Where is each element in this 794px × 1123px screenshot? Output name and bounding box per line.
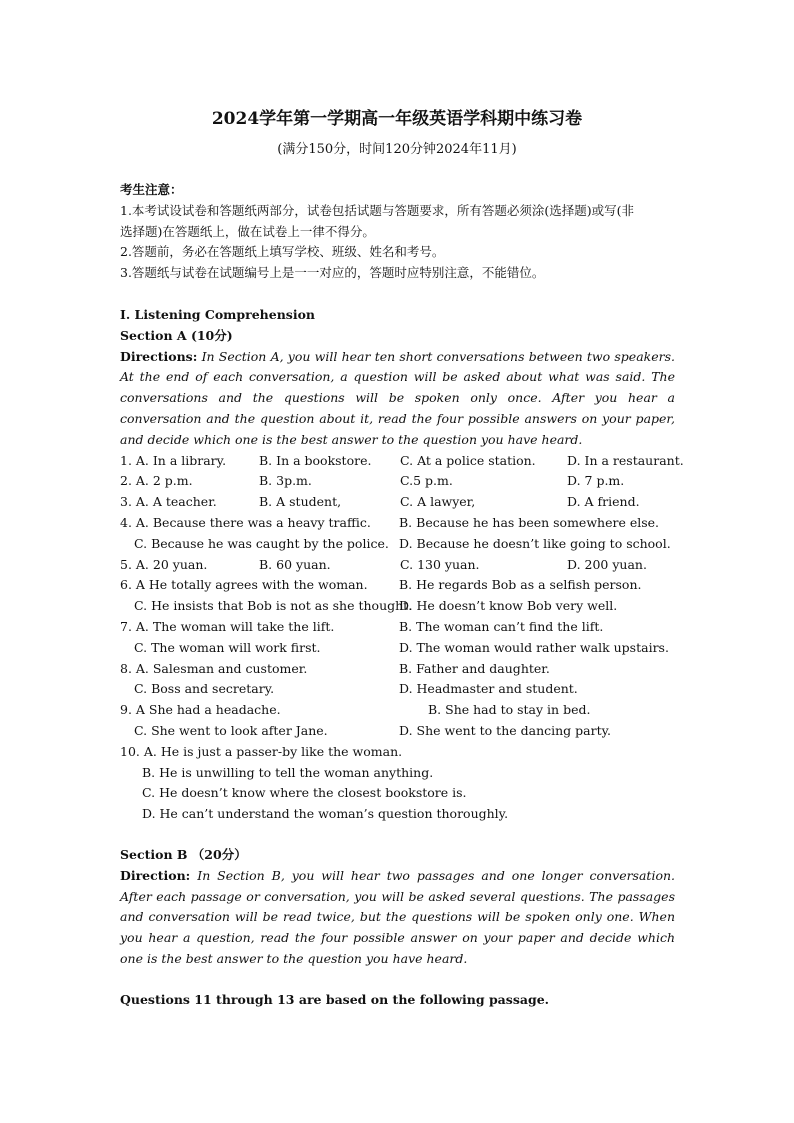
notice-line-1b: 选择题)在答题纸上，做在试卷上一律不得分。 bbox=[120, 223, 375, 239]
question-6-row-1 bbox=[120, 575, 675, 596]
q4-option-b: B. Because he has been somewhere else. bbox=[399, 514, 660, 530]
notice-heading: 考生注意： bbox=[120, 182, 183, 197]
question-9-row-2 bbox=[120, 721, 675, 742]
q2-option-b: B. 3p.m. bbox=[259, 473, 312, 489]
question-3 bbox=[120, 492, 675, 513]
q6-option-d: D. He doesn’t know Bob very well. bbox=[399, 598, 618, 614]
question-7-row-2 bbox=[120, 638, 675, 659]
q8-option-c: C. Boss and secretary. bbox=[134, 681, 275, 697]
q10-option-b: B. He is unwilling to tell the woman anything. bbox=[142, 764, 434, 780]
q2-option-c: C.5 p.m. bbox=[400, 473, 453, 489]
directions-text: In Section A, you will hear ten short conversations between two speakers. At the end of each conversation, a question will be asked about what was said. The conversations and the questions will be spoken only once. After you hear a conversation and the question about it, read the four possible answers on your paper, and decide which one is the best answer to the question you have heard. bbox=[120, 348, 675, 447]
q4-option-c: C. Because he was caught by the police. bbox=[134, 535, 389, 551]
question-8-row-2 bbox=[120, 679, 675, 700]
section-b-directions-text: In Section B, you will hear two passages and one longer conversation. After each passage or conversation, you will be asked several questions. The passages and conversation will be read twice, but the questions will be spoken only one. When you hear a question, read the four possible answer on your paper and decide which one is the best answer to the question you have heard. bbox=[120, 867, 675, 966]
q1-option-d: D. In a restaurant. bbox=[567, 452, 684, 468]
question-7-row-1 bbox=[120, 617, 675, 638]
section-b bbox=[120, 845, 675, 1011]
section-a-directions bbox=[120, 347, 675, 451]
question-4-row-1 bbox=[120, 513, 675, 534]
q5-option-a: 5. A. 20 yuan. bbox=[120, 556, 208, 572]
section-b-directions bbox=[120, 866, 675, 970]
q7-option-a: 7. A. The woman will take the lift. bbox=[120, 618, 335, 634]
notice-line-2: 2.答题前，务必在答题纸上填写学校、班级、姓名和考号。 bbox=[120, 244, 445, 260]
q2-option-a: 2. A. 2 p.m. bbox=[120, 473, 193, 489]
exam-subtitle: (满分150分，时间120分钟2024年11月) bbox=[277, 142, 517, 157]
q1-option-c: C. At a police station. bbox=[400, 452, 536, 468]
q7-option-b: B. The woman can’t find the lift. bbox=[399, 618, 604, 634]
question-10-option-d-row bbox=[120, 804, 675, 825]
section-b-directions-label: Direction: bbox=[120, 867, 191, 883]
q5-option-b: B. 60 yuan. bbox=[259, 556, 331, 572]
q10-option-a: 10. A. He is just a passer-by like the woman. bbox=[120, 743, 403, 759]
question-10-option-c-row bbox=[120, 783, 675, 804]
question-2 bbox=[120, 471, 675, 492]
q2-option-d: D. 7 p.m. bbox=[567, 473, 625, 489]
question-6-row-2 bbox=[120, 596, 675, 617]
section-b-heading: Section B （20分） bbox=[120, 847, 247, 862]
question-8-row-1 bbox=[120, 659, 675, 680]
exam-title: 2024学年第一学期高一年级英语学科期中练习卷 bbox=[211, 109, 583, 129]
notice-block bbox=[120, 180, 675, 284]
q3-option-d: D. A friend. bbox=[567, 494, 640, 510]
q9-option-b: B. She had to stay in bed. bbox=[428, 702, 591, 718]
q6-option-b: B. He regards Bob as a selfish person. bbox=[399, 577, 642, 593]
q1-option-a: 1. A. In a library. bbox=[120, 452, 227, 468]
q3-option-b: B. A student, bbox=[259, 494, 342, 510]
listening-section bbox=[120, 305, 684, 825]
q8-option-a: 8. A. Salesman and customer. bbox=[120, 660, 308, 676]
q4-option-d: D. Because he doesn’t like going to school. bbox=[399, 535, 671, 551]
q7-option-c: C. The woman will work first. bbox=[134, 639, 321, 655]
q6-option-a: 6. A He totally agrees with the woman. bbox=[120, 577, 368, 593]
q7-option-d: D. The woman would rather walk upstairs. bbox=[399, 639, 669, 655]
q10-option-c: C. He doesn’t know where the closest bookstore is. bbox=[142, 785, 467, 801]
spacer bbox=[120, 970, 675, 990]
question-10-option-b-row bbox=[120, 763, 675, 784]
q9-option-d: D. She went to the dancing party. bbox=[399, 722, 611, 738]
q5-option-d: D. 200 yuan. bbox=[567, 556, 647, 572]
notice-line-3: 3.答题纸与试卷在试题编号上是一一对应的，答题时应特别注意，不能错位。 bbox=[120, 265, 545, 281]
q8-option-d: D. Headmaster and student. bbox=[399, 681, 578, 697]
question-10-option-a-row bbox=[120, 742, 675, 763]
q9-option-a: 9. A She had a headache. bbox=[120, 702, 281, 718]
directions-label: Directions: bbox=[120, 348, 198, 364]
q3-option-c: C. A lawyer, bbox=[400, 494, 476, 510]
q6-option-c: C. He insists that Bob is not as she thought. bbox=[134, 598, 413, 614]
part-heading: I. Listening Comprehension bbox=[120, 307, 316, 322]
question-4-row-2 bbox=[120, 534, 675, 555]
q10-option-d: D. He can’t understand the woman’s question thoroughly. bbox=[142, 806, 509, 822]
question-1 bbox=[120, 451, 684, 472]
q4-option-a: 4. A. Because there was a heavy traffic. bbox=[120, 514, 371, 530]
question-9-row-1 bbox=[120, 700, 675, 721]
q9-option-c: C. She went to look after Jane. bbox=[134, 722, 328, 738]
section-a-heading: Section A (10分) bbox=[120, 327, 233, 343]
questions-intro: Questions 11 through 13 are based on the following passage. bbox=[120, 991, 550, 1007]
q5-option-c: C. 130 yuan. bbox=[400, 556, 480, 572]
notice-line-1a: 1.本考试设试卷和答题纸两部分，试卷包括试题与答题要求，所有答题必须涂(选择题)或写(非 bbox=[120, 202, 635, 218]
q1-option-b: B. In a bookstore. bbox=[259, 452, 372, 468]
question-5 bbox=[120, 555, 675, 576]
q3-option-a: 3. A. A teacher. bbox=[120, 494, 217, 510]
q8-option-b: B. Father and daughter. bbox=[399, 660, 550, 676]
